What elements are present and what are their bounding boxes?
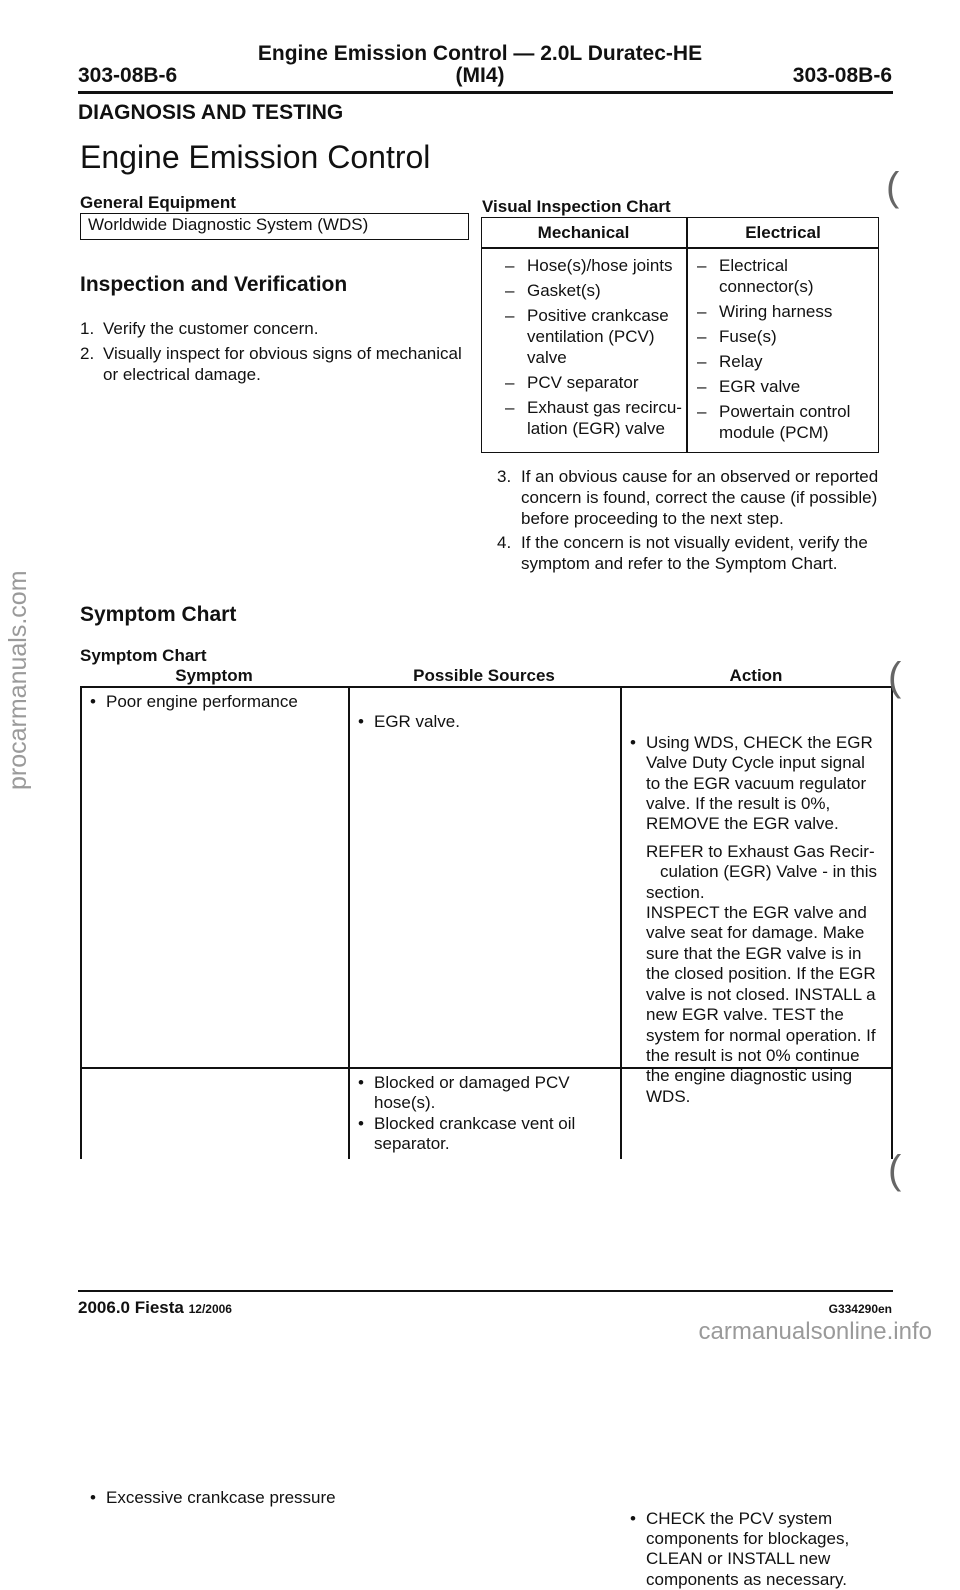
dash-icon: – [697,302,707,321]
binding-mark-icon: ( [886,165,900,209]
list-item: – PCV separator [505,373,639,392]
dash-icon: – [505,398,515,417]
sources-cell: • EGR valve. [358,712,460,732]
action-cell: • CHECK the PCV system components for blockages, CLEAN or INSTALL new components as necessary. [630,1508,850,1589]
footer-doc-code: G334290en [828,1302,892,1316]
bullet-icon: • [358,712,364,732]
list-item: – Gasket(s) [505,281,601,300]
list-item: – EGR valve [697,377,801,396]
dash-icon: – [697,327,707,346]
step-2 [80,343,480,384]
bullet-icon: • [90,692,96,711]
dash-icon: – [697,256,707,275]
footer-rule [78,1290,893,1292]
grid-line [80,686,82,1159]
general-equipment-item: Worldwide Diagnostic System (WDS) [88,215,369,234]
footer-model: 2006.0 Fiesta 12/2006 [78,1298,232,1317]
action-cell: • Using WDS, CHECK the EGR Valve Duty Cycle input signal to the EGR vacuum regulator valve. If the result is 0%, REMOVE the EGR valve. REFER to Exhaust Gas Recir- culation (EGR) Valve - in this section. INSPECT the EGR valve and valve seat for damage. Make sure that the EGR valve is in the closed position. If the EGR valve is not closed. INSTALL a new EGR valve. TEST the system for normal operation. If the result is not 0% continue the engine diagnostic using WDS. [622,733,914,1107]
list-item: • Blocked or damaged PCV hose(s). [358,1073,570,1113]
list-item: – Positive crankcase ventilation (PCV) valve [505,306,669,367]
header-possible-sources: Possible Sources [413,666,555,685]
step-text-line: concern is found, correct the cause (if possible) [521,488,878,507]
list-item: – Relay [697,352,763,371]
step-number: 1. [80,319,95,338]
step-text-line: If the concern is not visually evident, verify the [521,533,868,552]
model-code: (MI4) [455,64,505,87]
list-item: – Hose(s)/hose joints [505,256,673,275]
header-symptom: Symptom [175,666,253,685]
dash-icon: – [697,377,707,396]
dash-icon: – [697,402,707,421]
step-4 [497,532,868,573]
general-equipment-label: General Equipment [80,193,236,212]
step-text-line: or electrical damage. [103,365,261,384]
dash-icon: – [505,306,515,325]
symptom-cell: • Excessive crankcase pressure [90,1488,336,1508]
symptom-chart-header-rule [80,686,892,688]
reference-link: REFER to Exhaust Gas Recir- [646,841,875,861]
step-text-line: before proceeding to the next step. [521,509,784,528]
section-label: DIAGNOSIS AND TESTING [78,101,344,124]
header-electrical: Electrical [745,223,821,242]
visual-chart-column-rule [686,217,688,453]
bottom-watermark: carmanualsonline.info [698,1318,932,1345]
step-1 [80,318,319,339]
header-rule [78,91,893,94]
dash-icon: – [505,373,515,392]
footer-date: 12/2006 [188,1302,232,1316]
step-number: 4. [497,533,512,552]
list-item: • Blocked crankcase vent oil separator. [358,1113,576,1154]
document-title: Engine Emission Control — 2.0L Duratec-HE [257,42,703,65]
list-item: – Wiring harness [697,302,833,321]
inspection-title: Inspection and Verification [80,273,348,296]
list-item: – Exhaust gas recircu- lation (EGR) valve [505,398,682,438]
list-item: – Electrical connector(s) [697,256,814,296]
dash-icon: – [505,256,515,275]
bullet-icon: • [90,1488,96,1508]
bullet-icon: • [358,1073,364,1092]
step-3 [497,466,879,528]
binding-mark-icon: ( [888,1148,902,1192]
step-number: 2. [80,344,95,363]
side-watermark: procarmanuals.com [4,570,32,790]
bullet-icon: • [358,1113,364,1133]
bullet-icon: • [630,732,636,752]
electrical-list [697,255,877,447]
page-code-left: 303-08B-6 [78,64,178,87]
binding-mark-icon: ( [888,655,902,699]
step-text-line: If an obvious cause for an observed or reported [521,467,879,486]
visual-chart-title: Visual Inspection Chart [482,197,671,216]
header-mechanical: Mechanical [537,223,630,242]
step-text-line: symptom and refer to the Symptom Chart. [521,554,838,573]
dash-icon: – [505,281,515,300]
symptom-cell: • Poor engine performance [90,692,298,711]
step-text: Verify the customer concern. [103,319,319,338]
page-code-right: 303-08B-6 [792,64,892,87]
step-text-line: Visually inspect for obvious signs of mechanical [103,344,462,363]
visual-chart-header-rule [481,247,879,249]
page-title: Engine Emission Control [80,139,431,175]
symptom-chart-subtitle: Symptom Chart [80,646,207,665]
symptom-chart-title: Symptom Chart [80,603,237,626]
mechanical-list [505,255,685,443]
dash-icon: – [697,352,707,371]
step-number: 3. [497,467,512,486]
bullet-icon: • [630,1508,636,1528]
header-action: Action [729,666,783,685]
sources-cell [350,1073,618,1155]
list-item: – Fuse(s) [697,327,777,346]
list-item: – Powertain control module (PCM) [697,402,851,442]
